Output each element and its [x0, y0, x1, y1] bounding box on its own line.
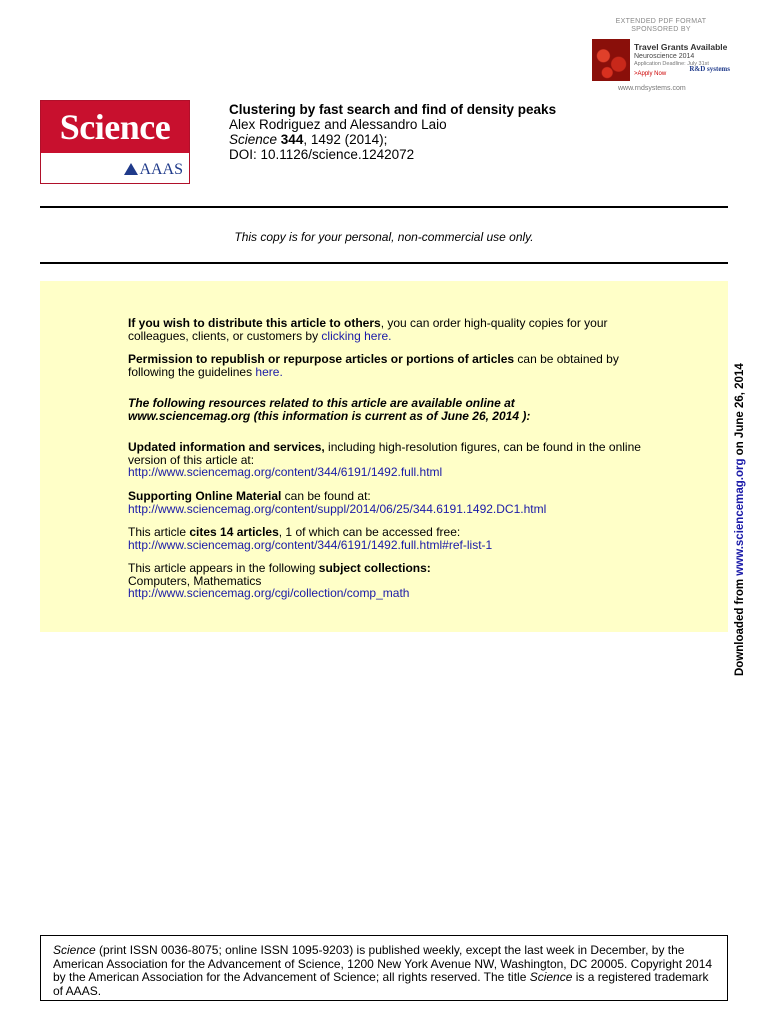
footer-journal-2: Science — [529, 970, 573, 984]
science-logo — [40, 100, 190, 184]
divider-bottom — [40, 262, 728, 264]
article-title: Clustering by fast search and find of density peaks — [229, 102, 557, 117]
collection-link[interactable]: http://www.sciencemag.org/cgi/collection/comp_math — [128, 586, 410, 600]
aaas-logo — [124, 161, 183, 179]
ad-header: EXTENDED PDF FORMAT — [615, 18, 707, 25]
science-wordmark: Science — [59, 107, 171, 147]
ad-image — [592, 39, 630, 81]
ad-subtitle: Neuroscience 2014 — [634, 53, 695, 60]
resources-line-2: www.sciencemag.org (this information is current as of June 26, 2014 ): — [128, 408, 531, 423]
volume: 344 — [280, 132, 304, 147]
aaas-triangle-icon — [124, 163, 138, 175]
distribute-paragraph — [128, 317, 688, 342]
resources-line-1: The following resources related to this article are available online at — [128, 396, 515, 410]
full-text-link[interactable]: http://www.sciencemag.org/content/344/6191/1492.full.html — [128, 465, 443, 479]
article-doi: DOI: 10.1126/science.1242072 — [229, 147, 415, 162]
cites-paragraph — [128, 526, 688, 551]
ad-deadline: Application Deadline: July 31st — [634, 61, 709, 67]
distribute-text-2: colleagues, clients, or customers by — [128, 328, 322, 343]
ref-list-link[interactable]: http://www.sciencemag.org/content/344/6191/1492.full.html#ref-list-1 — [128, 537, 493, 552]
updated-paragraph — [128, 441, 688, 479]
divider-top — [40, 206, 728, 208]
ad-header-sponsored: SPONSORED BY — [631, 26, 691, 33]
article-reference — [229, 132, 556, 147]
article-citation — [229, 102, 556, 162]
collections-list: Computers, Mathematics — [128, 573, 262, 588]
permission-text-2: following the guidelines — [128, 364, 256, 379]
journal-name: Science — [229, 132, 278, 147]
permission-paragraph — [128, 353, 688, 378]
permission-text: can be obtained by — [514, 352, 619, 366]
ad-url[interactable]: www.rndsystems.com — [618, 85, 686, 92]
publication-footer — [40, 935, 728, 1001]
download-note — [734, 363, 746, 676]
clicking-here-link[interactable]: clicking here. — [321, 328, 392, 343]
article-authors: Alex Rodriguez and Alessandro Laio — [229, 117, 447, 132]
footer-text: (print ISSN 0036-8075; online ISSN 1095-9203) is published weekly, except the last week in December, by the American Association for the Advancement of Science, 1200 New York Avenue NW, Washington, DC 20005. Copyright 2014 by the American Association for the Advancement of Science; all rights reserved. The title — [53, 943, 713, 984]
copy-notice: This copy is for your personal, non-commercial use only. — [234, 230, 534, 244]
sponsor-ad[interactable] — [592, 18, 730, 96]
ad-title: Travel Grants Available — [634, 42, 728, 52]
updated-text: including high-resolution figures, can be found in the online — [324, 440, 641, 454]
supporting-heading: Supporting Online Material — [128, 489, 282, 503]
supplement-link[interactable]: http://www.sciencemag.org/content/suppl/2014/06/25/344.6191.1492.DC1.html — [128, 501, 547, 516]
footer-text-2: is a registered trademark of AAAS. — [53, 970, 709, 998]
distribute-heading: If you wish to distribute this article to others — [128, 316, 381, 330]
cites-text: This article — [128, 525, 190, 539]
resources-paragraph — [128, 397, 688, 422]
supporting-paragraph — [128, 490, 688, 515]
updated-heading: Updated information and services, — [128, 440, 325, 454]
distribute-text: , you can order high-quality copies for your — [380, 316, 608, 330]
collections-text: This article appears in the following — [128, 561, 319, 575]
footer-journal: Science — [53, 943, 96, 957]
aaas-text: AAAS — [139, 161, 183, 178]
supporting-text: can be found at: — [281, 489, 371, 503]
ad-brand-logo: R&D systems — [689, 65, 730, 73]
here-link[interactable]: here. — [255, 364, 283, 379]
science-logo-band — [41, 101, 189, 153]
cites-text-2: , 1 of which can be accessed free: — [278, 525, 461, 539]
collections-paragraph — [128, 562, 688, 600]
pages-year: , 1492 (2014); — [303, 132, 388, 147]
collections-heading: subject collections: — [318, 561, 431, 575]
ad-apply-link[interactable]: >Apply Now — [634, 71, 667, 77]
updated-text-2: version of this article at: — [128, 452, 255, 467]
permission-heading: Permission to republish or repurpose articles or portions of articles — [128, 352, 515, 366]
cites-count: cites 14 articles — [189, 525, 279, 539]
download-prefix: Downloaded from — [734, 575, 746, 676]
download-date: on June 26, 2014 — [734, 363, 746, 459]
sciencemag-link[interactable]: www.sciencemag.org — [734, 458, 746, 576]
